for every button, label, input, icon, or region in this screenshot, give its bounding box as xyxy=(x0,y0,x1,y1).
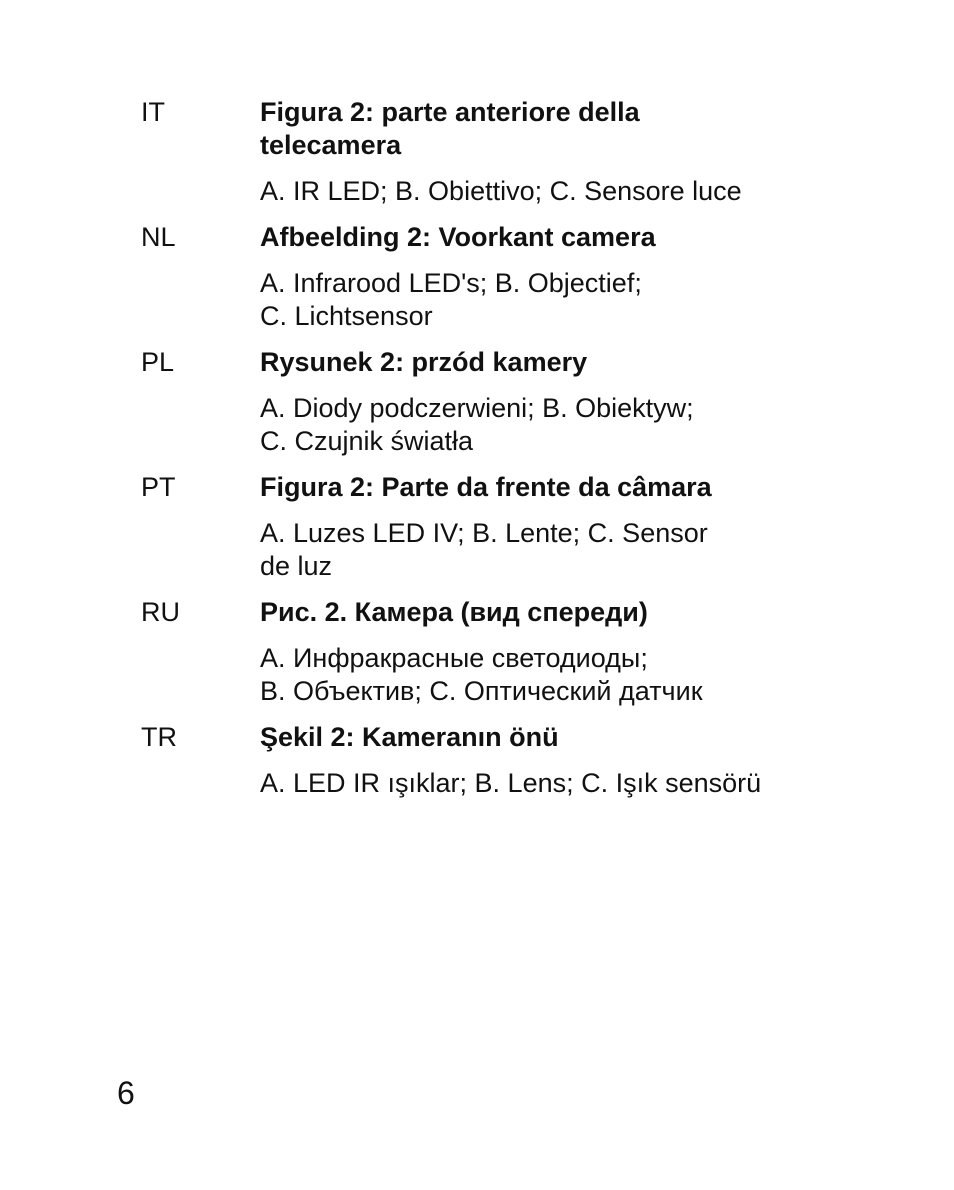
figure-caption xyxy=(260,517,841,583)
language-code: PT xyxy=(141,472,176,502)
caption-line: A. Diody podczerwieni; B. Obiektyw; xyxy=(260,393,694,423)
entry-content xyxy=(260,346,841,471)
entry-content xyxy=(260,471,841,596)
entry-content xyxy=(260,96,841,221)
language-code: TR xyxy=(141,722,177,752)
figure-caption xyxy=(260,767,841,800)
caption-line: A. Infrarood LED's; B. Objectief; xyxy=(260,268,642,298)
language-entries xyxy=(141,96,841,813)
figure-title-line: Rysunek 2: przód kamery xyxy=(260,347,588,377)
language-code: NL xyxy=(141,222,176,252)
language-code: PL xyxy=(141,347,175,377)
figure-caption xyxy=(260,642,841,708)
figure-title-line: Şekil 2: Kameranın önü xyxy=(260,722,559,752)
figure-caption xyxy=(260,267,841,333)
entry-nl xyxy=(141,221,841,346)
entry-pt xyxy=(141,471,841,596)
figure-title xyxy=(260,221,841,254)
figure-title-line: telecamera xyxy=(260,130,402,160)
caption-line: A. LED IR ışıklar; B. Lens; C. Işık sensörü xyxy=(260,768,762,798)
figure-title-line: Afbeelding 2: Voorkant camera xyxy=(260,222,656,252)
figure-title xyxy=(260,596,841,629)
caption-line: C. Lichtsensor xyxy=(260,301,433,331)
caption-line: A. Luzes LED IV; B. Lente; C. Sensor xyxy=(260,518,708,548)
entry-pl xyxy=(141,346,841,471)
language-code: RU xyxy=(141,597,180,627)
language-code: IT xyxy=(141,97,165,127)
figure-caption xyxy=(260,392,841,458)
figure-title-line: Figura 2: parte anteriore della xyxy=(260,97,640,127)
entry-tr xyxy=(141,721,841,813)
entry-it xyxy=(141,96,841,221)
entry-ru xyxy=(141,596,841,721)
caption-line: A. IR LED; B. Obiettivo; C. Sensore luce xyxy=(260,176,742,206)
figure-title xyxy=(260,346,841,379)
figure-caption xyxy=(260,175,841,208)
figure-title-line: Figura 2: Parte da frente da câmara xyxy=(260,472,712,502)
figure-title xyxy=(260,96,841,162)
figure-title xyxy=(260,471,841,504)
caption-line: C. Czujnik światła xyxy=(260,426,474,456)
entry-content xyxy=(260,221,841,346)
entry-content xyxy=(260,596,841,721)
entry-content xyxy=(260,721,841,813)
figure-title xyxy=(260,721,841,754)
caption-line: B. Объектив; C. Оптический датчик xyxy=(260,676,703,706)
caption-line: de luz xyxy=(260,551,333,581)
page-number: 6 xyxy=(117,1075,135,1111)
caption-line: A. Инфракрасные светодиоды; xyxy=(260,643,648,673)
figure-title-line: Рис. 2. Камера (вид спереди) xyxy=(260,597,648,627)
